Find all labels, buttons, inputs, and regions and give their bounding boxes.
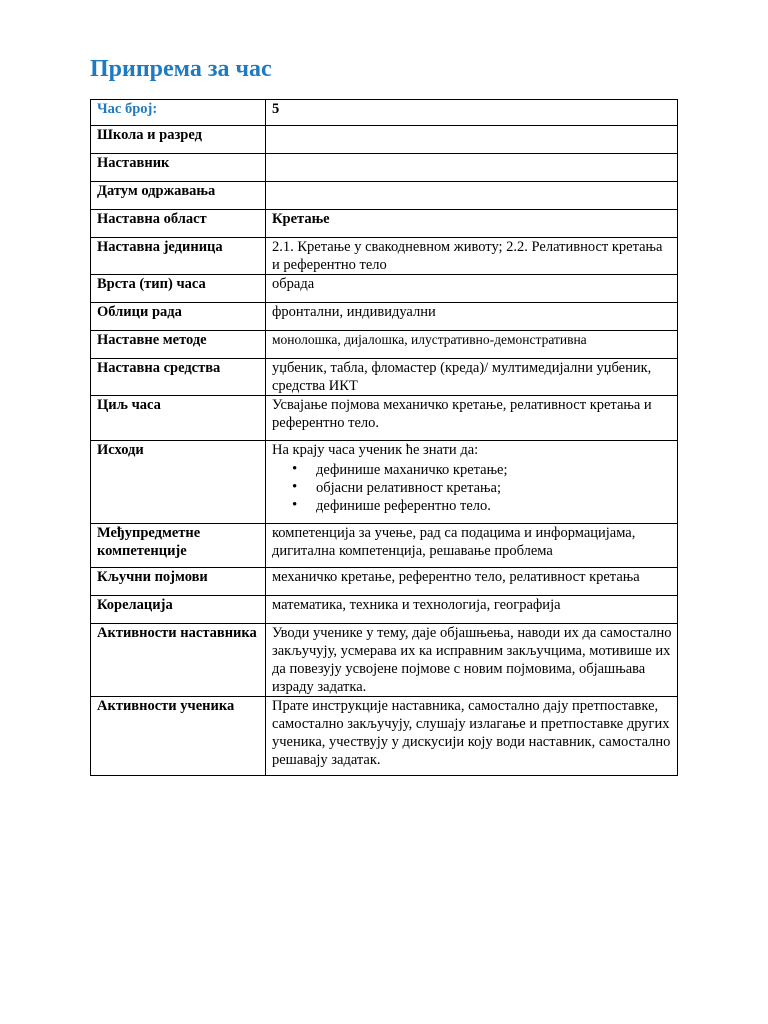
label-teacher: Наставник	[91, 154, 266, 182]
value-teaching-methods: монолошка, дијалошка, илустративно-демонстративна	[266, 331, 678, 359]
value-cross-curricular: компетенција за учење, рад са подацима и информацијама, дигитална компетенција, решавање проблема	[266, 524, 678, 568]
row-student-activities	[91, 697, 678, 776]
value-lesson-goal: Усвајање појмова механичко кретање, релативност кретања и референтно тело.	[266, 396, 678, 441]
label-date: Датум одржавања	[91, 182, 266, 210]
row-outcomes	[91, 441, 678, 524]
label-teaching-methods: Наставне методе	[91, 331, 266, 359]
lesson-plan-table	[90, 99, 678, 776]
row-teacher-activities	[91, 624, 678, 697]
row-lesson-goal	[91, 396, 678, 441]
row-school-grade	[91, 126, 678, 154]
value-school-grade	[266, 126, 678, 154]
label-correlation: Корелација	[91, 596, 266, 624]
row-lesson-type	[91, 275, 678, 303]
label-lesson-goal: Циљ часа	[91, 396, 266, 441]
label-teaching-unit: Наставна јединица	[91, 238, 266, 275]
outcomes-intro: На крају часа ученик ће знати да:	[272, 442, 479, 458]
value-outcomes	[266, 441, 678, 524]
value-work-forms: фронтални, индивидуални	[266, 303, 678, 331]
label-subject-area: Наставна област	[91, 210, 266, 238]
row-teacher	[91, 154, 678, 182]
label-teaching-aids: Наставна средства	[91, 359, 266, 396]
value-date	[266, 182, 678, 210]
value-lesson-type: обрада	[266, 275, 678, 303]
label-work-forms: Облици рада	[91, 303, 266, 331]
value-student-activities: Прате инструкције наставника, самостално дају претпоставке, самостално закључују, слушају излагање и претпоставке других ученика, учествују у дискусији коју води наставник, самостално решавају задатак.	[266, 697, 678, 776]
label-cross-curricular: Међупредметне компетенције	[91, 524, 266, 568]
label-lesson-number: Час број:	[91, 100, 266, 126]
outcomes-list	[272, 461, 673, 515]
list-item: • дефинише маханичко кретање;	[316, 461, 673, 479]
row-date	[91, 182, 678, 210]
label-school-grade: Школа и разред	[91, 126, 266, 154]
row-correlation	[91, 596, 678, 624]
value-teacher	[266, 154, 678, 182]
row-teaching-methods	[91, 331, 678, 359]
value-teaching-unit: 2.1. Кретање у свакодневном животу; 2.2. Релативност кретања и референтно тело	[266, 238, 678, 275]
label-outcomes: Исходи	[91, 441, 266, 524]
value-teaching-aids: уџбеник, табла, фломастер (креда)/ мултимедијални уџбеник, средства ИКТ	[266, 359, 678, 396]
row-subject-area	[91, 210, 678, 238]
value-lesson-number: 5	[266, 100, 678, 126]
page-title: Припрема за час	[90, 56, 272, 82]
value-key-concepts: механичко кретање, референтно тело, релативност кретања	[266, 568, 678, 596]
label-teacher-activities: Активности наставника	[91, 624, 266, 697]
value-correlation: математика, техника и технологија, географија	[266, 596, 678, 624]
row-cross-curricular	[91, 524, 678, 568]
row-lesson-number	[91, 100, 678, 126]
label-key-concepts: Кључни појмови	[91, 568, 266, 596]
value-subject-area: Кретање	[266, 210, 678, 238]
row-key-concepts	[91, 568, 678, 596]
row-work-forms	[91, 303, 678, 331]
value-teacher-activities: Уводи ученике у тему, даје објашњења, наводи их да самостално закључују, усмерава их ка исправним закључцима, мотивише их да повезују усвојене појмове с новим појмовима, објашњава израду задатка.	[266, 624, 678, 697]
label-student-activities: Активности ученика	[91, 697, 266, 776]
label-lesson-type: Врста (тип) часа	[91, 275, 266, 303]
list-item: • дефинише референтно тело.	[316, 497, 673, 515]
row-teaching-unit	[91, 238, 678, 275]
row-teaching-aids	[91, 359, 678, 396]
list-item: • објасни релативност кретања;	[316, 479, 673, 497]
